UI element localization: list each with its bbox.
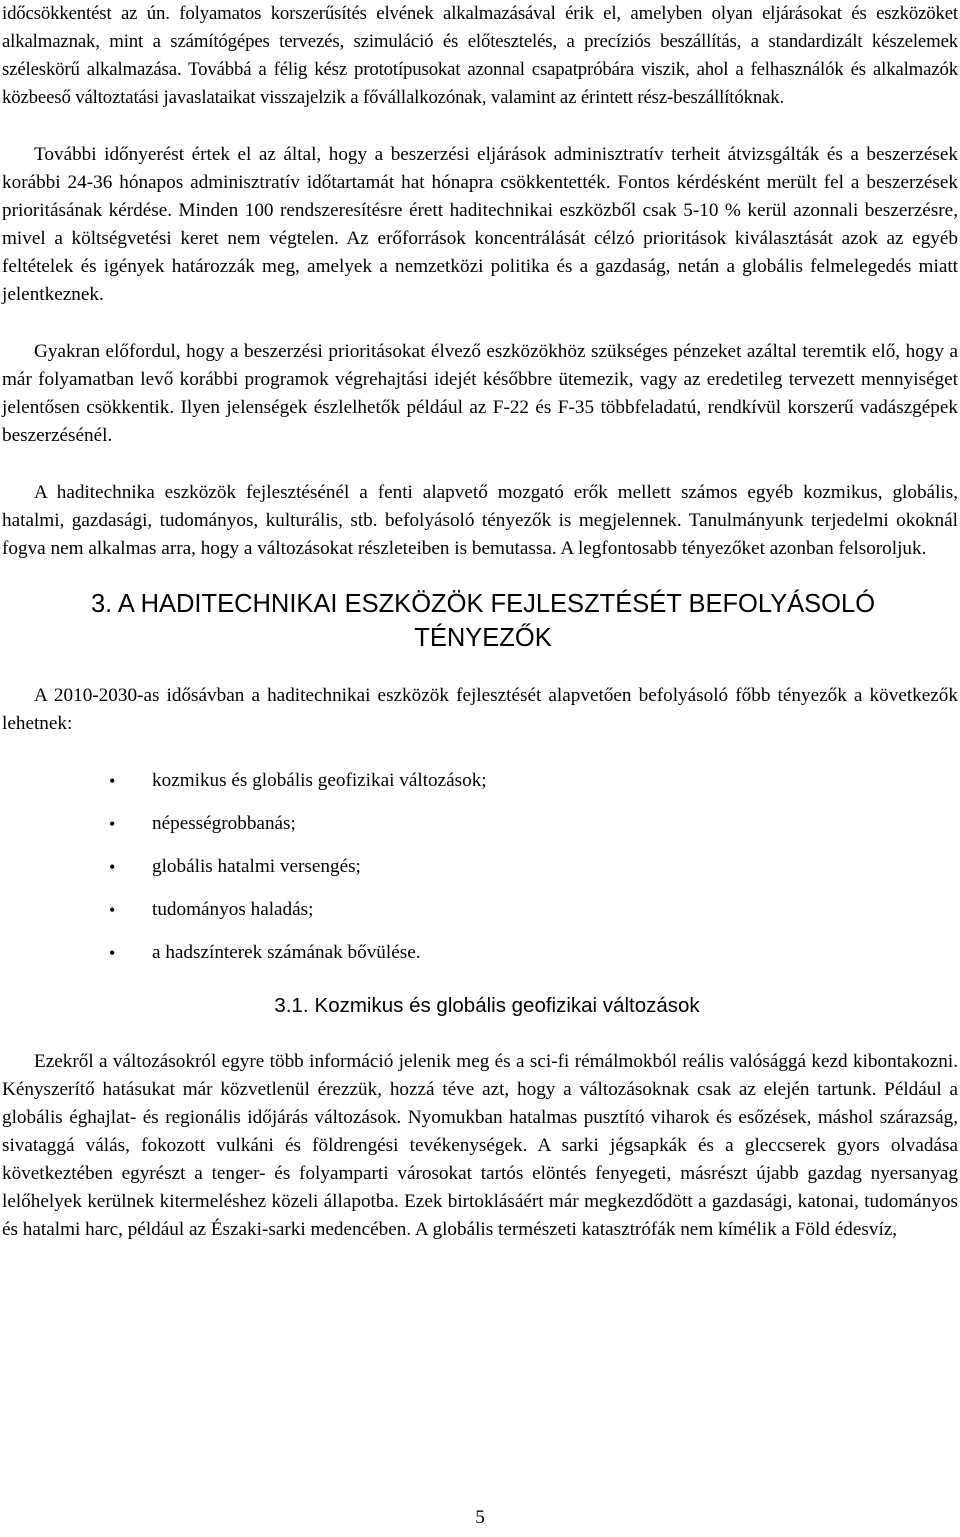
bullet-icon: • [109, 771, 116, 791]
spacer [2, 738, 958, 767]
paragraph-influencing-factors: A haditechnika eszközök fejlesztésénél a fenti alapvető mozgató erők mellett számos egyéb kozmikus, globális, hatalmi, gazdasági, tudományos, kulturális, stb. befolyásoló tényezők is megjelennek. Tanulmányunk terjedelmi okoknál fogva nem alkalmas arra, hogy a változásokat részleteiben is bemutassa. A legfontosabb tényezőket azonban felsoroljuk. [2, 482, 958, 559]
section-heading [2, 587, 958, 655]
spacer [2, 1020, 958, 1048]
paragraph-continuation: időcsökkentést az ún. folyamatos korszerűsítés elvének alkalmazásával érik el, amelyben olyan eljárásokat és eszközöket alkalmaznak, mint a számítógépes tervezés, szimuláció és előtesztelés, a precíziós beszállítás, a standardizált készelemek széleskörű alkalmazása. Továbbá a félig kész prototípusokat azonnal csapatpróbára viszik, ahol a felhasználók és alkalmazók közbeeső változtatási javaslataikat visszajelzik a fővállalkozónak, valamint az érintett rész-beszállítóknak. [2, 3, 958, 108]
paragraph-funding-priorities: Gyakran előfordul, hogy a beszerzési prioritásokat élvező eszközökhöz szükséges pénzeket azáltal teremtik elő, hogy a már folyamatban levő korábbi programok végrehajtási idejét későbbre ütemezik, vagy az eredetileg tervezett mennyiséget jelentősen csökkentik. Ilyen jelenségek észlelhetők például az F-22 és F-35 többfeladatú, rendkívül korszerű vadászgépek beszerzésénél. [2, 341, 958, 446]
bullet-icon: • [109, 814, 116, 834]
spacer [2, 655, 958, 682]
list-item: • globális hatalmi versengés; [2, 853, 958, 896]
factors-list [2, 767, 958, 982]
subsection-number: 3.1. [274, 994, 309, 1017]
paragraph-procurement-time: További időnyerést értek el az által, hogy a beszerzési eljárások adminisztratív terheit átvizsgálták és a beszerzések korábbi 24-36 hónapos adminisztratív időtartamát hat hónapra csökkentették. Fontos kérdésként merült fel a beszerzések prioritásának kérdése. Minden 100 rendszeresítésre érett haditechnikai eszközből csak 5-10 % kerül azonnali beszerzésre, mivel a költségvetési keret nem végtelen. Az erőforrások koncentrálását célzó prioritások kiválasztását azok az egyéb feltételek és igények határozzák meg, amelyek a nemzetközi politika és a gazdaság, netán a globális felmelegedés miatt jelentkeznek. [2, 144, 958, 305]
paragraph-geophysical-changes: Ezekről a változásokról egyre több információ jelenik meg és a sci-fi rémálmokból reális valósággá kezd kibontakozni. Kényszerítő hatásukat már közvetlenül érezzük, hozzá téve azt, hogy a változásoknak csak az elején tartunk. Például a globális éghajlat- és regionális időjárás változások. Nyomukban hatalmas pusztító viharok és esőzések, máshol szárazság, sivataggá válás, fokozott vulkáni és földrengési tevékenységek. A sarki jégsapkák és a gleccserek gyors olvadása következtében egyrészt a tenger- és folyamparti városokat tartós elöntés fenyegeti, másrészt újabb gazdag nyersanyag lelőhelyek kerülnek kitermeléshez közeli állapotba. Ezek birtoklásáért már megkezdődött a gazdasági, katonai, tudományos és hatalmi harc, például az Északi-sarki medencében. A globális természeti katasztrófák nem kímélik a Föld édesvíz, [2, 1051, 958, 1240]
section-heading-line-1: 3. A HADITECHNIKAI ESZKÖZÖK FEJLESZTÉSÉT BEFOLYÁSOLÓ [90, 590, 876, 618]
spacer [2, 450, 958, 479]
list-item: • tudományos haladás; [2, 896, 958, 939]
bullet-icon: • [109, 943, 116, 963]
list-item: • kozmikus és globális geofizikai változások; [2, 767, 958, 810]
bullet-icon: • [109, 900, 116, 920]
spacer [2, 563, 958, 587]
subsection-title: Kozmikus és globális geofizikai változások [314, 994, 700, 1017]
list-item: • népességrobbanás; [2, 810, 958, 853]
spacer [2, 309, 958, 338]
paragraph-factors-intro: A 2010-2030-as idősávban a haditechnikai eszközök fejlesztését alapvetően befolyásoló főbb tényezők a következők lehetnek: [2, 685, 958, 734]
bullet-icon: • [109, 857, 116, 877]
subsection-heading [2, 992, 958, 1020]
spacer [2, 982, 958, 992]
spacer [2, 112, 958, 141]
page-number: 5 [475, 1507, 485, 1528]
section-heading-line-2: TÉNYEZŐK [414, 624, 552, 652]
list-item: • a hadszínterek számának bővülése. [2, 939, 958, 982]
document-page [2, 0, 958, 1244]
